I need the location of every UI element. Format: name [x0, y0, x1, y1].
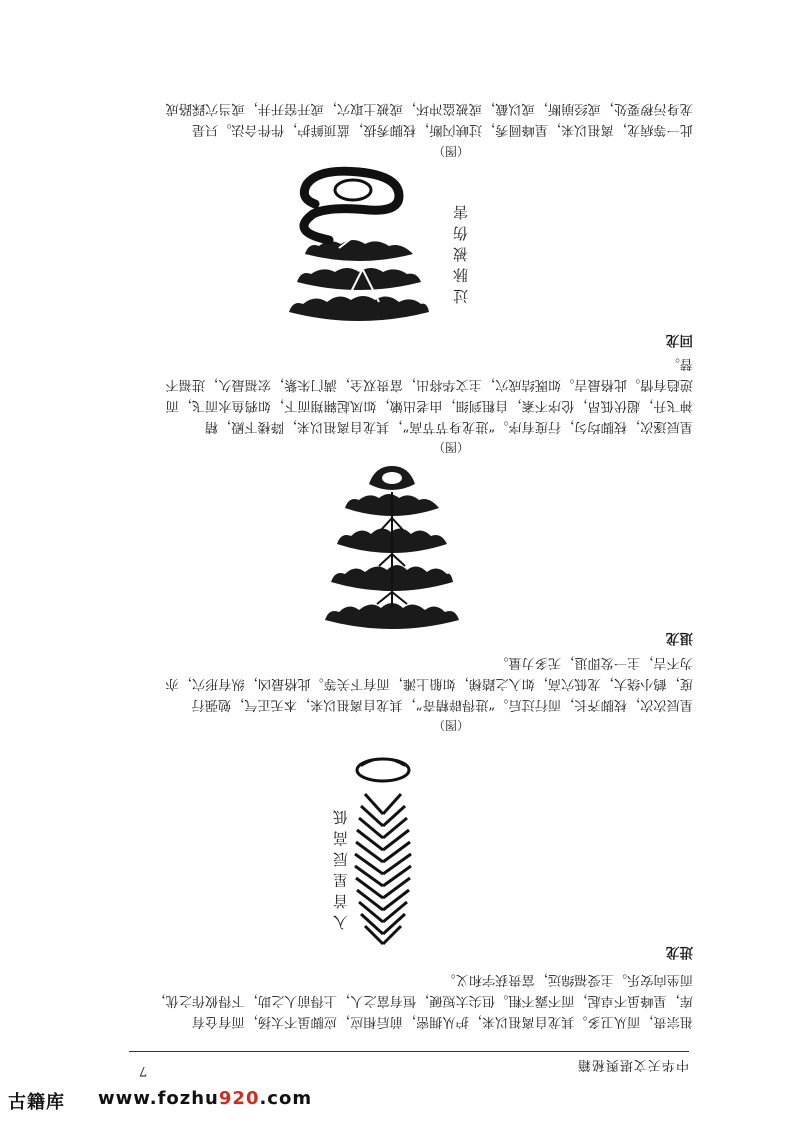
text-line: 星辰逐次，枝脚均匀，行度有序。“进龙身节节高”，其龙自离祖以来，降楼下殿，精	[204, 419, 693, 434]
watermark-url-suffix: .com	[259, 1088, 313, 1109]
watermark-site-name: 古籍库	[8, 1092, 65, 1113]
paragraph-jinlong	[166, 652, 694, 715]
paragraph-huilong	[166, 98, 694, 140]
figure-caption-jinlong: （图）	[432, 718, 469, 732]
book-title: 中华天文堪舆秘籍	[576, 1057, 689, 1072]
text-line: 祖宗贵，而从卫多。其龙自离祖以来，护从拥密，前后相应，应脚虽不太扬，而有仓有	[191, 1014, 693, 1029]
section-heading-huilong: 回龙	[665, 332, 693, 348]
text-line: 此一等病龙，离祖以来，星峰圆秀，过峡闪断，枝脚秀拔，蓝顶鲜护，件件合法。只是	[191, 122, 693, 137]
figure-caption-huilong: （图）	[432, 144, 469, 158]
text-line: 星辰次次，枝脚齐长，而行过后。“进得辟精奇”，其龙自离祖以来，本无正气，勉强行	[191, 697, 693, 712]
text-line: 度，鹤小绕大，龙低穴高，如入之踏梯，如船上滩，而有下关等。此格最凶，纵有形穴，亦	[165, 676, 693, 691]
text-line: 龙身污秽要处，或经崩断，或以截，或被盗冲坏，或被土取穴，或开窑开井，或当穴踩路成	[165, 101, 693, 116]
watermark-url-prefix: www.fozhu	[98, 1088, 219, 1109]
text-line: 为不吉，主一发即退，无多力量。	[495, 655, 693, 670]
site-watermark	[0, 1078, 789, 1122]
text-line: 神飞升，超伏低昂，伦序不紊，自粗到细，由老出嫩，如凤起翱翔而下，如鸦鱼水而飞，而	[165, 398, 693, 413]
intro-paragraph	[152, 969, 693, 1032]
watermark-url-number: 920	[218, 1088, 260, 1109]
figure-huilong	[279, 162, 439, 332]
paragraph-tuilong	[166, 353, 694, 437]
figure-side-label-jinlong: 入首星辰高低	[332, 804, 350, 930]
figure-caption-tuilong: （图）	[432, 440, 469, 454]
text-line: 而坐向安乐。主受福绵远，富贵获字和义。	[442, 972, 693, 987]
watermark-url	[98, 1088, 312, 1109]
figure-side-label-huilong: 过脉被伤害	[452, 199, 470, 304]
text-line: 替。	[666, 356, 693, 371]
text-line: 库，星峰虽不卓起，而不露不粗。但尖太短硬，恒有富之人，上得前人之助，下得攸作之优，	[152, 993, 693, 1008]
section-heading-tuilong: 退龙	[665, 630, 693, 646]
text-line: 逆趋有情。此格最吉。如既结成穴，主文华将出，富贵双全，满门朱紫，宏福最久，进福不	[165, 377, 693, 392]
page-number: 7	[139, 1063, 148, 1078]
section-heading-jinlong: 进龙	[665, 944, 693, 960]
figure-jinlong	[321, 742, 441, 952]
figure-tuilong	[317, 462, 467, 642]
